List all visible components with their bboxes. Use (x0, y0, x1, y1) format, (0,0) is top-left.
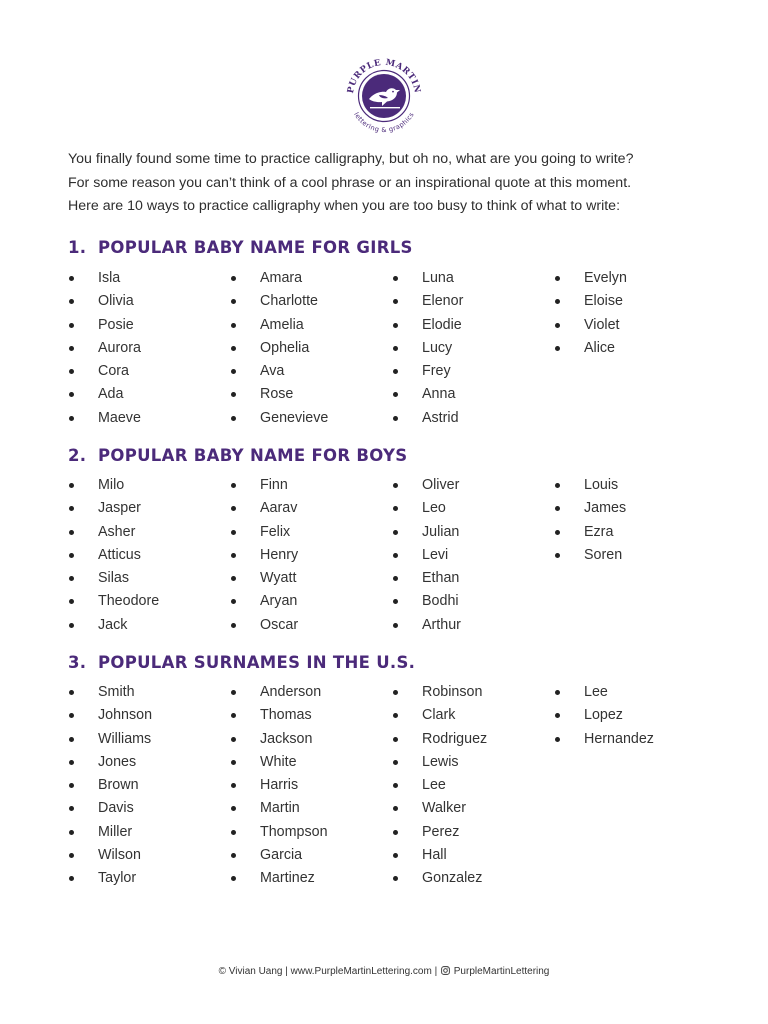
name-column (230, 267, 390, 430)
list-item: Anna (392, 383, 552, 406)
instagram-icon (441, 966, 450, 975)
list-item: Jones (68, 751, 228, 774)
list-item: Aryan (230, 590, 390, 613)
list-item: Hall (392, 844, 552, 867)
list-item: Finn (230, 474, 390, 497)
list-item: Anderson (230, 681, 390, 704)
list-item: Thomas (230, 704, 390, 727)
intro-line: Here are 10 ways to practice calligraphy when you are too busy to think of what to write: (68, 198, 621, 214)
list-item: Theodore (68, 590, 228, 613)
section-title-surnames (68, 653, 415, 672)
list-item: Oscar (230, 614, 390, 637)
list-item: Rodriguez (392, 728, 552, 751)
list-item: Harris (230, 774, 390, 797)
list-item: Amara (230, 267, 390, 290)
list-item: Posie (68, 314, 228, 337)
list-item: Arthur (392, 614, 552, 637)
list-item: Evelyn (554, 267, 714, 290)
name-column (554, 681, 714, 751)
list-item: Ethan (392, 567, 552, 590)
list-item: Amelia (230, 314, 390, 337)
list-item: Lee (392, 774, 552, 797)
section-title-text: POPULAR SURNAMES IN THE U.S. (98, 653, 416, 672)
name-column (554, 474, 714, 567)
list-item: Louis (554, 474, 714, 497)
section-number: 2. (68, 446, 87, 465)
name-column (68, 267, 228, 430)
logo-top-text: PURPLE MARTIN (346, 57, 423, 95)
list-item: Alice (554, 337, 714, 360)
list-item: Brown (68, 774, 228, 797)
intro-line: For some reason you can’t think of a cool phrase or an inspirational quote at this moment. (68, 174, 632, 191)
list-item: Perez (392, 821, 552, 844)
name-list-girls (68, 267, 718, 437)
list-item: Williams (68, 728, 228, 751)
list-item: Aurora (68, 337, 228, 360)
list-item: Walker (392, 797, 552, 820)
list-item: Wilson (68, 844, 228, 867)
list-item: Julian (392, 521, 552, 544)
list-item: Astrid (392, 407, 552, 430)
list-item: Gonzalez (392, 867, 552, 890)
name-column (554, 267, 714, 360)
list-item: Olivia (68, 290, 228, 313)
list-item: Jackson (230, 728, 390, 751)
list-item: Genevieve (230, 407, 390, 430)
list-item: Oliver (392, 474, 552, 497)
list-item: Ada (68, 383, 228, 406)
footer-copyright: © Vivian Uang | www.PurpleMartinLettering.com | (218, 966, 438, 977)
logo-bottom-text: lettering & graphics (352, 110, 416, 135)
list-item: White (230, 751, 390, 774)
list-item: Garcia (230, 844, 390, 867)
name-column (230, 474, 390, 637)
list-item: Martinez (230, 867, 390, 890)
list-item: Hernandez (554, 728, 714, 751)
list-item: Davis (68, 797, 228, 820)
list-item: Maeve (68, 407, 228, 430)
list-item: Martin (230, 797, 390, 820)
list-item: Violet (554, 314, 714, 337)
section-title-text: POPULAR BABY NAME FOR GIRLS (98, 238, 413, 257)
list-item: Miller (68, 821, 228, 844)
list-item: Elenor (392, 290, 552, 313)
name-column (68, 681, 228, 891)
name-column (392, 267, 552, 430)
list-item: Lopez (554, 704, 714, 727)
list-item: Soren (554, 544, 714, 567)
footer-handle: PurpleMartinLettering (453, 966, 550, 977)
list-item: James (554, 497, 714, 520)
list-item: Lewis (392, 751, 552, 774)
list-item: Bodhi (392, 590, 552, 613)
list-item: Charlotte (230, 290, 390, 313)
logo (342, 54, 426, 138)
name-list-surnames (68, 681, 718, 896)
list-item: Leo (392, 497, 552, 520)
list-item: Ezra (554, 521, 714, 544)
list-item: Lee (554, 681, 714, 704)
list-item: Wyatt (230, 567, 390, 590)
name-column (230, 681, 390, 891)
list-item: Milo (68, 474, 228, 497)
list-item: Cora (68, 360, 228, 383)
list-item: Aarav (230, 497, 390, 520)
list-item: Taylor (68, 867, 228, 890)
list-item: Lucy (392, 337, 552, 360)
list-item: Atticus (68, 544, 228, 567)
section-title-text: POPULAR BABY NAME FOR BOYS (98, 446, 408, 465)
list-item: Levi (392, 544, 552, 567)
list-item: Smith (68, 681, 228, 704)
list-item: Asher (68, 521, 228, 544)
section-number: 3. (68, 653, 87, 672)
name-column (68, 474, 228, 637)
list-item: Ava (230, 360, 390, 383)
list-item: Elodie (392, 314, 552, 337)
section-title-girls (68, 238, 413, 257)
list-item: Silas (68, 567, 228, 590)
list-item: Ophelia (230, 337, 390, 360)
section-number: 1. (68, 238, 87, 257)
list-item: Rose (230, 383, 390, 406)
name-column (392, 681, 552, 891)
list-item: Henry (230, 544, 390, 567)
name-list-boys (68, 474, 718, 644)
list-item: Eloise (554, 290, 714, 313)
list-item: Jasper (68, 497, 228, 520)
list-item: Robinson (392, 681, 552, 704)
footer (0, 966, 768, 977)
list-item: Felix (230, 521, 390, 544)
name-column (392, 474, 552, 637)
intro-paragraph (68, 148, 708, 219)
list-item: Thompson (230, 821, 390, 844)
list-item: Luna (392, 267, 552, 290)
list-item: Clark (392, 704, 552, 727)
list-item: Frey (392, 360, 552, 383)
list-item: Jack (68, 614, 228, 637)
list-item: Isla (68, 267, 228, 290)
section-title-boys (68, 446, 407, 465)
list-item: Johnson (68, 704, 228, 727)
intro-line: You finally found some time to practice calligraphy, but oh no, what are you going to write? (68, 151, 634, 167)
